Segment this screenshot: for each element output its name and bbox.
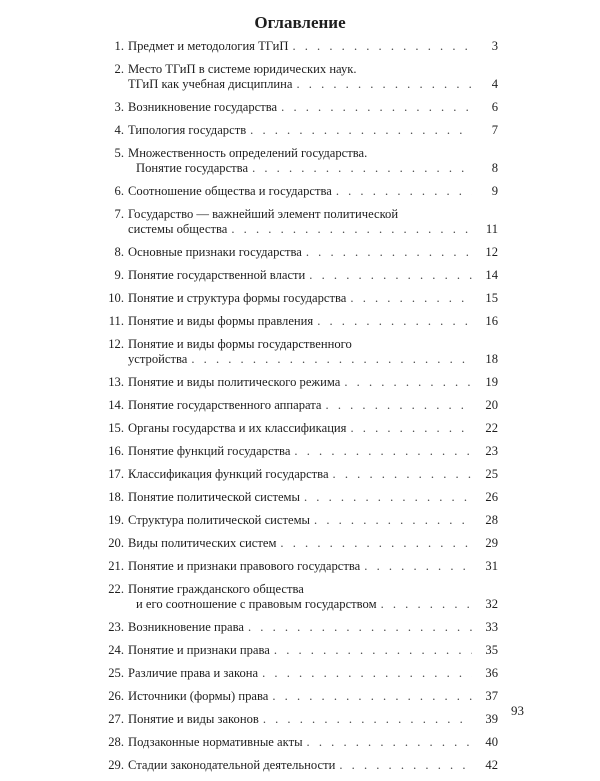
toc-entry-number: 3. [114,100,124,114]
toc-entry-number: 13. [108,375,124,389]
toc-entry-number: 4. [114,123,124,137]
dot-leader [263,712,472,727]
toc-row [106,536,498,551]
toc-row [106,735,498,750]
toc-entry-page: 15 [485,291,498,305]
toc-entry-title: Типология государств [128,123,247,137]
toc-entry [106,337,498,375]
dot-leader [252,161,472,176]
dot-leader [350,421,472,436]
toc-row [106,689,498,704]
toc-row [106,597,498,612]
toc-entry-number: 27. [108,712,124,726]
toc-entry-number: 22. [108,582,124,596]
toc-row [106,39,498,54]
toc-row [106,184,498,199]
toc-entry-title-continued: устройства [128,351,188,366]
toc-entry-page: 18 [485,351,498,366]
toc-row [106,490,498,505]
toc-entry [106,245,498,268]
dot-leader [317,314,472,329]
toc-row [106,245,498,260]
toc-entry-page: 25 [485,467,498,481]
toc-entry-number: 14. [108,398,124,412]
toc-row [106,758,498,773]
toc-entry-title: Источники (формы) права [128,689,269,703]
toc-entry-title: Структура политической системы [128,513,311,527]
toc-entry [106,712,498,735]
toc-entry-number: 28. [108,735,124,749]
toc-entry-title: Место ТГиП в системе юридических наук. [128,62,357,76]
toc-entry-page: 29 [485,536,498,550]
toc-entry-number: 23. [108,620,124,634]
toc-entry-number: 24. [108,643,124,657]
toc-entry [106,582,498,620]
toc-entry [106,184,498,207]
toc-entry-title: Понятие политической системы [128,490,300,504]
toc-entry-number: 29. [108,758,124,772]
dot-leader [292,39,472,54]
toc-entry-page: 26 [485,490,498,504]
toc-entry-title: Органы государства и их классификация [128,421,347,435]
toc-row [106,62,498,77]
toc-entry [106,146,498,184]
toc-entry [106,444,498,467]
toc-entry-number: 2. [114,62,124,76]
toc-row [106,207,498,222]
dot-leader [296,77,472,92]
toc-entry-number: 25. [108,666,124,680]
toc-row [106,123,498,138]
toc-entry-page: 7 [491,123,498,137]
toc-row [106,444,498,459]
toc-entry [106,735,498,758]
toc-row [106,222,498,237]
toc-entry-number: 1. [114,39,124,53]
dot-leader [336,184,472,199]
toc-entry-page: 8 [491,160,498,175]
toc-entry-page: 16 [485,314,498,328]
toc-entry-number: 26. [108,689,124,703]
dot-leader [344,375,472,390]
toc-entry [106,666,498,689]
dot-leader [307,735,472,750]
dot-leader [250,123,472,138]
toc-entry-number: 11. [108,314,124,328]
toc-entry-page: 37 [485,689,498,703]
toc-entry-title: Понятие и виды политического режима [128,375,341,389]
toc-row [106,77,498,92]
toc-entry-title: Стадии законодательной деятельности [128,758,336,772]
toc-entry-number: 5. [114,146,124,160]
toc-entry [106,291,498,314]
toc-entry-title: Понятие и структура формы государства [128,291,347,305]
toc-entry [106,268,498,291]
toc-entry [106,689,498,712]
toc-entry [106,375,498,398]
toc-entry-title: Множественность определений государства. [128,146,368,160]
dot-leader [231,222,472,237]
toc-entry [106,123,498,146]
toc-entry-number: 17. [108,467,124,481]
toc-entry [106,536,498,559]
dot-leader [381,597,472,612]
toc-entry [106,467,498,490]
dot-leader [274,643,472,658]
toc-entry-number: 16. [108,444,124,458]
toc-entry-title: Понятие и признаки права [128,643,270,657]
toc-entry-page: 22 [485,421,498,435]
dot-leader [262,666,472,681]
toc-entry-page: 42 [485,758,498,772]
toc-row [106,375,498,390]
toc-row [106,582,498,597]
dot-leader [339,758,472,773]
toc-row [106,100,498,115]
toc-entry-page: 28 [485,513,498,527]
toc-entry-number: 18. [108,490,124,504]
dot-leader [191,352,472,367]
toc-entry-title: Различие права и закона [128,666,259,680]
dot-leader [333,467,472,482]
page-number: 93 [511,703,524,718]
toc-entry-page: 40 [485,735,498,749]
toc-row [106,559,498,574]
toc-entry [106,513,498,536]
toc-row [106,467,498,482]
toc-entry-number: 9. [114,268,124,282]
dot-leader [272,689,472,704]
toc-entry-page: 32 [485,596,498,611]
toc-entry-title: Понятие государственного аппарата [128,398,322,412]
toc-entry-title-continued: ТГиП как учебная дисциплина [128,76,293,91]
dot-leader [326,398,472,413]
dot-leader [314,513,472,528]
dot-leader [304,490,472,505]
toc-row [106,513,498,528]
toc-entry-title: Классификация функций государства [128,467,329,481]
toc-entry-title: Возникновение права [128,620,244,634]
toc-entry-page: 4 [491,76,498,91]
toc-entry-number: 7. [114,207,124,221]
toc-entry [106,207,498,245]
toc-entry-page: 6 [491,100,498,114]
toc-entry-title: Виды политических систем [128,536,277,550]
toc-row [106,268,498,283]
toc-entry-title: Возникновение государства [128,100,278,114]
toc-entry-title-continued: системы общества [128,221,228,236]
toc-entry-page: 39 [485,712,498,726]
page-title: Оглавление [254,13,346,32]
dot-leader [350,291,472,306]
dot-leader [248,620,472,635]
toc-entry-number: 10. [108,291,124,305]
toc-entry-page: 31 [485,559,498,573]
dot-leader [306,245,472,260]
toc-entry-number: 6. [114,184,124,198]
dot-leader [364,559,472,574]
toc-entry-page: 12 [485,245,498,259]
toc-row [106,666,498,681]
toc-entry-number: 15. [108,421,124,435]
toc-row [106,620,498,635]
toc-entry-title: Понятие государственной власти [128,268,306,282]
toc-entry-title: Понятие и признаки правового государства [128,559,361,573]
toc-entry-page: 9 [491,184,498,198]
toc-entry-title: Понятие гражданского общества [128,582,304,596]
toc-entry [106,758,498,781]
dot-leader [281,100,472,115]
toc-entry [106,39,498,62]
toc-entry-page: 36 [485,666,498,680]
toc-entry-page: 23 [485,444,498,458]
toc-entry [106,620,498,643]
toc-entry [106,398,498,421]
toc-entry-number: 20. [108,536,124,550]
toc-entry-page: 3 [491,39,498,53]
toc-entry [106,314,498,337]
toc-entry [106,62,498,100]
toc-row [106,398,498,413]
toc-entry-title: Понятие функций государства [128,444,291,458]
toc-row [106,352,498,367]
toc-entry-title: Понятие и виды законов [128,712,259,726]
toc-entry-title: Предмет и методология ТГиП [128,39,289,53]
toc-entry [106,100,498,123]
toc-entry-number: 21. [108,559,124,573]
toc-entry-title: Подзаконные нормативные акты [128,735,303,749]
toc-entry-page: 11 [485,221,498,236]
dot-leader [294,444,472,459]
toc-row [106,291,498,306]
toc-entry-title: Понятие и виды формы государственного [128,337,352,351]
toc-entry-title: Основные признаки государства [128,245,302,259]
toc-row [106,712,498,727]
toc-row [106,643,498,658]
toc-entry-page: 35 [485,643,498,657]
toc-row [106,161,498,176]
toc-row [106,337,498,352]
toc-entry [106,643,498,666]
toc-entry-number: 8. [114,245,124,259]
toc-entry [106,490,498,513]
toc-entry-title-continued: и его соотношение с правовым государством [136,596,377,611]
toc-entry-title: Соотношение общества и государства [128,184,332,198]
toc-entry-number: 12. [108,337,124,351]
table-of-contents [106,39,498,781]
dot-leader [309,268,472,283]
toc-entry-title: Государство — важнейший элемент политической [128,207,399,221]
toc-entry-number: 19. [108,513,124,527]
toc-entry-page: 20 [485,398,498,412]
toc-entry-page: 33 [485,620,498,634]
toc-entry [106,559,498,582]
toc-entry-title: Понятие и виды формы правления [128,314,314,328]
toc-entry-page: 14 [485,268,498,282]
dot-leader [280,536,472,551]
toc-entry-title-continued: Понятие государства [136,160,249,175]
toc-row [106,146,498,161]
toc-row [106,314,498,329]
toc-entry-page: 19 [485,375,498,389]
toc-row [106,421,498,436]
toc-entry [106,421,498,444]
